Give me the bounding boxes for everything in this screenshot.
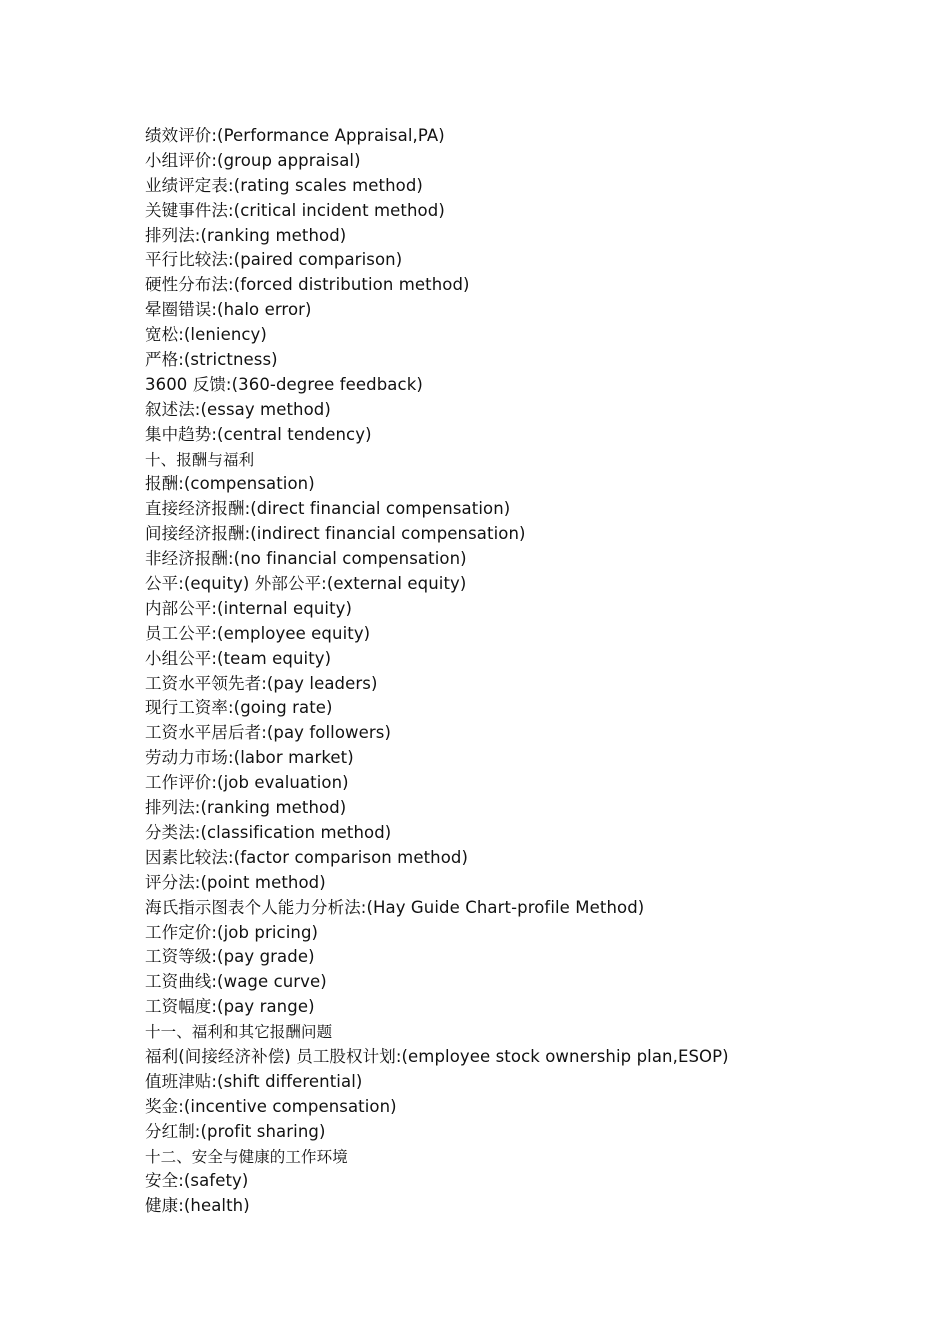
glossary-entry: 平行比较法:(paired comparison): [145, 250, 403, 270]
glossary-entry: 叙述法:(essay method): [145, 399, 331, 419]
glossary-entry: 业绩评定表:(rating scales method): [145, 175, 423, 195]
glossary-entry: 健康:(health): [145, 1196, 250, 1216]
glossary-entry: 晕圈错误:(halo error): [145, 300, 312, 320]
section-heading: 十二、安全与健康的工作环境: [145, 1147, 348, 1166]
glossary-entry: 因素比较法:(factor comparison method): [145, 847, 469, 867]
glossary-entry: 绩效评价:(Performance Appraisal,PA): [145, 126, 445, 145]
glossary-entry: 严格:(strictness): [145, 350, 278, 370]
glossary-entry: 小组公平:(team equity): [145, 648, 332, 668]
glossary-entry: 评分法:(point method): [145, 872, 326, 892]
glossary-entry: 内部公平:(internal equity): [145, 598, 353, 618]
glossary-entry: 安全:(safety): [145, 1171, 249, 1191]
glossary-entry: 报酬:(compensation): [145, 474, 315, 494]
glossary-entry: 工资等级:(pay grade): [145, 947, 315, 967]
glossary-entry: 排列法:(ranking method): [145, 225, 347, 245]
glossary-entry: 工资幅度:(pay range): [145, 997, 315, 1017]
glossary-entry: 工资曲线:(wage curve): [145, 972, 327, 992]
section-heading: 十、报酬与福利: [145, 450, 255, 469]
glossary-entry: 劳动力市场:(labor market): [145, 748, 354, 768]
glossary-entry: 值班津贴:(shift differential): [145, 1071, 363, 1091]
glossary-entry: 福利(间接经济补偿) 员工股权计划:(employee stock ownership plan,ESOP): [145, 1046, 729, 1066]
glossary-entry: 工资水平居后者:(pay followers): [145, 723, 392, 743]
glossary-entry: 非经济报酬:(no financial compensation): [145, 549, 467, 569]
glossary-entry: 工作定价:(job pricing): [145, 922, 319, 942]
glossary-entry: 分红制:(profit sharing): [145, 1121, 326, 1141]
glossary-entry: 关键事件法:(critical incident method): [145, 200, 445, 220]
glossary-entry: 间接经济报酬:(indirect financial compensation): [145, 524, 526, 544]
glossary-entry: 工作评价:(job evaluation): [145, 773, 349, 793]
glossary-entry: 排列法:(ranking method): [145, 798, 347, 818]
glossary-entry: 直接经济报酬:(direct financial compensation): [145, 499, 511, 519]
glossary-entry: 海氏指示图表个人能力分析法:(Hay Guide Chart-profile Method): [145, 897, 645, 917]
glossary-entry: 小组评价:(group appraisal): [145, 150, 361, 170]
glossary-entry: 宽松:(leniency): [145, 325, 267, 345]
glossary-entry: 3600 反馈:(360-degree feedback): [145, 374, 423, 394]
glossary-entry: 工资水平领先者:(pay leaders): [145, 673, 378, 693]
glossary-entry: 员工公平:(employee equity): [145, 623, 371, 643]
document-body: [145, 124, 905, 1219]
glossary-entry: 公平:(equity) 外部公平:(external equity): [145, 574, 467, 594]
glossary-entry: 硬性分布法:(forced distribution method): [145, 275, 470, 295]
glossary-entry: 集中趋势:(central tendency): [145, 424, 372, 444]
glossary-entry: 奖金:(incentive compensation): [145, 1096, 397, 1116]
section-heading: 十一、福利和其它报酬问题: [145, 1023, 333, 1042]
glossary-entry: 现行工资率:(going rate): [145, 698, 333, 718]
glossary-entry: 分类法:(classification method): [145, 822, 392, 842]
